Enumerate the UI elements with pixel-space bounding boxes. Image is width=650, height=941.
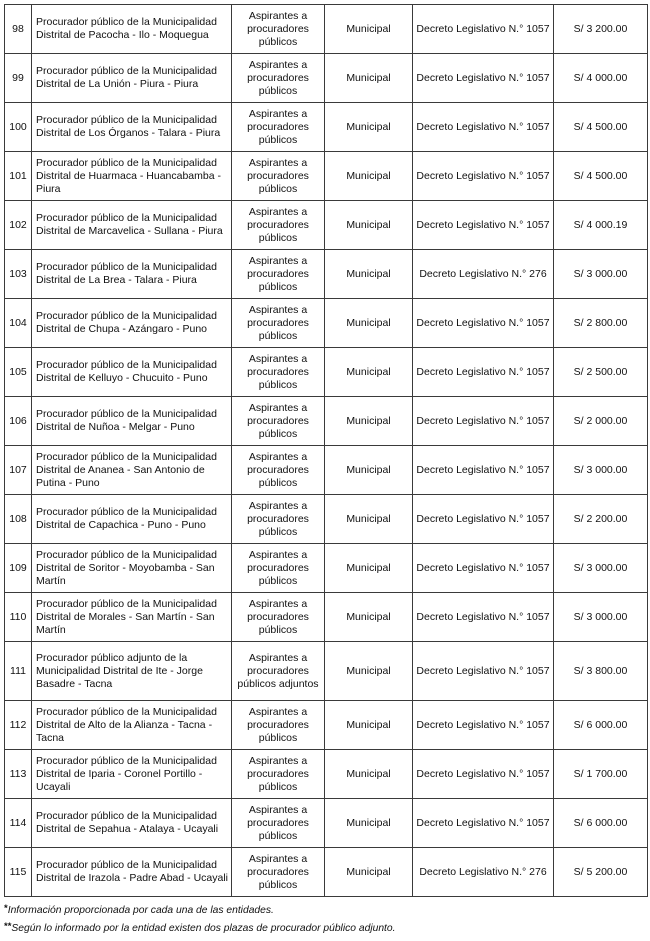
entity-cell: Procurador público de la Municipalidad Distrital de Huarmaca - Huancabamba - Piura	[32, 152, 232, 201]
entity-cell: Procurador público de la Municipalidad Distrital de Nuñoa - Melgar - Puno	[32, 397, 232, 446]
table-row	[5, 799, 648, 848]
table-row	[5, 54, 648, 103]
entity-cell: Procurador público de la Municipalidad Distrital de La Unión - Piura - Piura	[32, 54, 232, 103]
salary-cell: S/ 4 000.00	[554, 54, 648, 103]
table-row	[5, 348, 648, 397]
footnote	[4, 902, 644, 920]
salary-cell: S/ 2 200.00	[554, 495, 648, 544]
footnote-mark: **	[4, 921, 12, 932]
level-cell: Municipal	[325, 250, 413, 299]
table-row	[5, 5, 648, 54]
salary-cell: S/ 6 000.00	[554, 799, 648, 848]
row-number: 99	[5, 54, 32, 103]
table-row	[5, 701, 648, 750]
row-number: 106	[5, 397, 32, 446]
salary-cell: S/ 2 000.00	[554, 397, 648, 446]
row-number: 100	[5, 103, 32, 152]
salary-cell: S/ 3 800.00	[554, 642, 648, 701]
row-number: 108	[5, 495, 32, 544]
aspirants-cell: Aspirantes a procuradores públicos	[232, 750, 325, 799]
row-number: 111	[5, 642, 32, 701]
row-number: 105	[5, 348, 32, 397]
entity-cell: Procurador público de la Municipalidad Distrital de Soritor - Moyobamba - San Martín	[32, 544, 232, 593]
level-cell: Municipal	[325, 152, 413, 201]
aspirants-cell: Aspirantes a procuradores públicos	[232, 152, 325, 201]
salary-cell: S/ 4 500.00	[554, 103, 648, 152]
level-cell: Municipal	[325, 799, 413, 848]
salary-cell: S/ 1 700.00	[554, 750, 648, 799]
table-row	[5, 544, 648, 593]
salary-cell: S/ 3 000.00	[554, 446, 648, 495]
table-row	[5, 446, 648, 495]
salary-cell: S/ 4 000.19	[554, 201, 648, 250]
aspirants-cell: Aspirantes a procuradores públicos	[232, 446, 325, 495]
regime-cell: Decreto Legislativo N.° 1057	[413, 642, 554, 701]
level-cell: Municipal	[325, 54, 413, 103]
regime-cell: Decreto Legislativo N.° 1057	[413, 544, 554, 593]
regime-cell: Decreto Legislativo N.° 1057	[413, 201, 554, 250]
level-cell: Municipal	[325, 201, 413, 250]
entity-cell: Procurador público de la Municipalidad Distrital de Kelluyo - Chucuito - Puno	[32, 348, 232, 397]
level-cell: Municipal	[325, 5, 413, 54]
level-cell: Municipal	[325, 642, 413, 701]
salary-cell: S/ 3 200.00	[554, 5, 648, 54]
level-cell: Municipal	[325, 544, 413, 593]
salary-cell: S/ 4 500.00	[554, 152, 648, 201]
entity-cell: Procurador público de la Municipalidad Distrital de Marcavelica - Sullana - Piura	[32, 201, 232, 250]
row-number: 107	[5, 446, 32, 495]
entity-cell: Procurador público de la Municipalidad Distrital de Iparia - Coronel Portillo - Ucayali	[32, 750, 232, 799]
aspirants-cell: Aspirantes a procuradores públicos	[232, 250, 325, 299]
row-number: 109	[5, 544, 32, 593]
level-cell: Municipal	[325, 103, 413, 152]
aspirants-cell: Aspirantes a procuradores públicos adjuntos	[232, 642, 325, 701]
regime-cell: Decreto Legislativo N.° 1057	[413, 152, 554, 201]
level-cell: Municipal	[325, 446, 413, 495]
entity-cell: Procurador público de la Municipalidad Distrital de Pacocha - Ilo - Moquegua	[32, 5, 232, 54]
aspirants-cell: Aspirantes a procuradores públicos	[232, 299, 325, 348]
table-row	[5, 750, 648, 799]
row-number: 102	[5, 201, 32, 250]
regime-cell: Decreto Legislativo N.° 1057	[413, 750, 554, 799]
regime-cell: Decreto Legislativo N.° 1057	[413, 54, 554, 103]
row-number: 101	[5, 152, 32, 201]
entity-cell: Procurador público de la Municipalidad Distrital de Sepahua - Atalaya - Ucayali	[32, 799, 232, 848]
level-cell: Municipal	[325, 848, 413, 897]
level-cell: Municipal	[325, 495, 413, 544]
regime-cell: Decreto Legislativo N.° 1057	[413, 495, 554, 544]
entity-cell: Procurador público de la Municipalidad Distrital de Irazola - Padre Abad - Ucayali	[32, 848, 232, 897]
level-cell: Municipal	[325, 397, 413, 446]
salary-cell: S/ 5 200.00	[554, 848, 648, 897]
table-row	[5, 397, 648, 446]
aspirants-cell: Aspirantes a procuradores públicos	[232, 593, 325, 642]
footnotes	[4, 902, 644, 938]
table-row	[5, 593, 648, 642]
salary-cell: S/ 3 000.00	[554, 593, 648, 642]
entity-cell: Procurador público de la Municipalidad Distrital de Chupa - Azángaro - Puno	[32, 299, 232, 348]
table-row	[5, 250, 648, 299]
table-row	[5, 152, 648, 201]
level-cell: Municipal	[325, 299, 413, 348]
row-number: 114	[5, 799, 32, 848]
table-row	[5, 848, 648, 897]
entity-cell: Procurador público de la Municipalidad Distrital de Alto de la Alianza - Tacna - Tacna	[32, 701, 232, 750]
aspirants-cell: Aspirantes a procuradores públicos	[232, 201, 325, 250]
level-cell: Municipal	[325, 348, 413, 397]
table-row	[5, 201, 648, 250]
row-number: 110	[5, 593, 32, 642]
regime-cell: Decreto Legislativo N.° 1057	[413, 446, 554, 495]
salary-cell: S/ 2 800.00	[554, 299, 648, 348]
regime-cell: Decreto Legislativo N.° 1057	[413, 799, 554, 848]
row-number: 113	[5, 750, 32, 799]
aspirants-cell: Aspirantes a procuradores públicos	[232, 348, 325, 397]
row-number: 104	[5, 299, 32, 348]
aspirants-cell: Aspirantes a procuradores públicos	[232, 544, 325, 593]
table-row	[5, 299, 648, 348]
entity-cell: Procurador público de la Municipalidad Distrital de La Brea - Talara - Piura	[32, 250, 232, 299]
level-cell: Municipal	[325, 701, 413, 750]
row-number: 103	[5, 250, 32, 299]
aspirants-cell: Aspirantes a procuradores públicos	[232, 54, 325, 103]
footnote-text: Información proporcionada por cada una de las entidades.	[7, 905, 274, 916]
salary-cell: S/ 3 000.00	[554, 544, 648, 593]
regime-cell: Decreto Legislativo N.° 1057	[413, 5, 554, 54]
regime-cell: Decreto Legislativo N.° 1057	[413, 701, 554, 750]
footnote-text: Según lo informado por la entidad existen dos plazas de procurador público adjunto.	[11, 923, 396, 934]
level-cell: Municipal	[325, 593, 413, 642]
table-row	[5, 495, 648, 544]
regime-cell: Decreto Legislativo N.° 1057	[413, 593, 554, 642]
regime-cell: Decreto Legislativo N.° 1057	[413, 397, 554, 446]
aspirants-cell: Aspirantes a procuradores públicos	[232, 701, 325, 750]
table-row	[5, 642, 648, 701]
salary-cell: S/ 2 500.00	[554, 348, 648, 397]
salary-cell: S/ 3 000.00	[554, 250, 648, 299]
aspirants-cell: Aspirantes a procuradores públicos	[232, 5, 325, 54]
aspirants-cell: Aspirantes a procuradores públicos	[232, 848, 325, 897]
entity-cell: Procurador público adjunto de la Municipalidad Distrital de Ite - Jorge Basadre - Tacna	[32, 642, 232, 701]
row-number: 115	[5, 848, 32, 897]
aspirants-cell: Aspirantes a procuradores públicos	[232, 799, 325, 848]
entity-cell: Procurador público de la Municipalidad Distrital de Capachica - Puno - Puno	[32, 495, 232, 544]
aspirants-cell: Aspirantes a procuradores públicos	[232, 397, 325, 446]
regime-cell: Decreto Legislativo N.° 1057	[413, 348, 554, 397]
regime-cell: Decreto Legislativo N.° 1057	[413, 299, 554, 348]
entity-cell: Procurador público de la Municipalidad Distrital de Ananea - San Antonio de Putina - Puno	[32, 446, 232, 495]
salary-cell: S/ 6 000.00	[554, 701, 648, 750]
aspirants-cell: Aspirantes a procuradores públicos	[232, 103, 325, 152]
level-cell: Municipal	[325, 750, 413, 799]
regime-cell: Decreto Legislativo N.° 1057	[413, 103, 554, 152]
row-number: 112	[5, 701, 32, 750]
regime-cell: Decreto Legislativo N.° 276	[413, 250, 554, 299]
entity-cell: Procurador público de la Municipalidad Distrital de Morales - San Martín - San Martín	[32, 593, 232, 642]
regime-cell: Decreto Legislativo N.° 276	[413, 848, 554, 897]
footnote	[4, 920, 644, 938]
footnote-mark: *	[4, 903, 8, 914]
row-number: 98	[5, 5, 32, 54]
table-row	[5, 103, 648, 152]
positions-table	[4, 4, 648, 897]
aspirants-cell: Aspirantes a procuradores públicos	[232, 495, 325, 544]
entity-cell: Procurador público de la Municipalidad Distrital de Los Órganos - Talara - Piura	[32, 103, 232, 152]
